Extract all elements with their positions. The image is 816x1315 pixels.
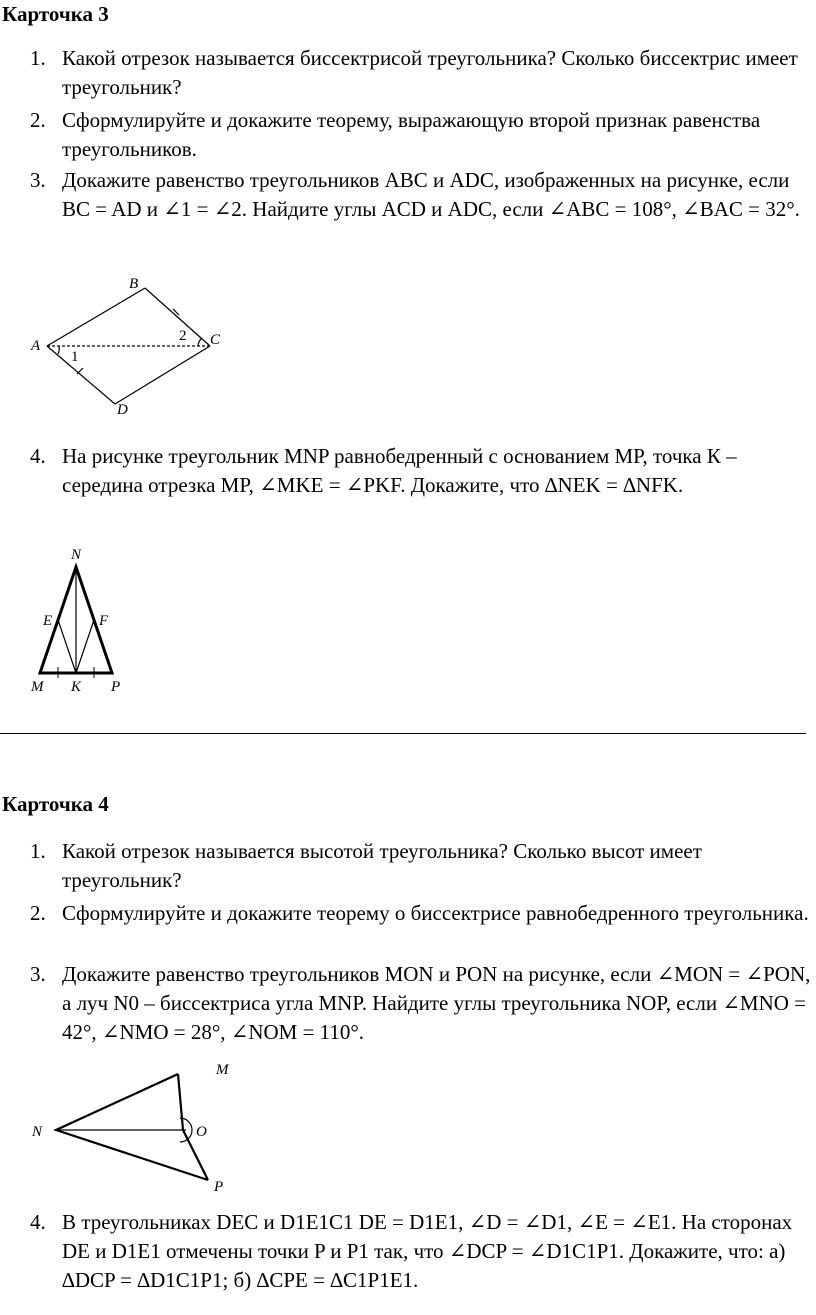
question-text: Докажите равенство треугольников ABC и ADC, изображенных на рисунке, если BC = AD и ∠1 = ∠2. Найдите углы ACD и ADC, если ∠ABC = 108°, ∠BAC = 32°. <box>62 168 800 221</box>
question-number: 4. <box>30 444 46 468</box>
section-divider <box>0 733 806 734</box>
angle-label-2: 2 <box>179 328 187 344</box>
card4-question-2 <box>30 899 816 928</box>
question-number: 1. <box>30 46 46 70</box>
vertex-label-c: C <box>210 332 221 348</box>
point-label-e: E <box>43 613 53 629</box>
vertex-label-p: P <box>111 679 121 695</box>
question-text: Какой отрезок называется высотой треугольника? Сколько высот имеет треугольник? <box>62 839 702 892</box>
question-number: 3. <box>30 962 46 986</box>
question-text: Сформулируйте и докажите теорему о биссектрисе равнобедренного треугольника. <box>62 901 809 925</box>
card4-question-3 <box>30 960 816 1047</box>
point-label-f: F <box>99 613 109 629</box>
question-number: 2. <box>30 901 46 925</box>
vertex-label-b: B <box>129 276 139 292</box>
question-number: 1. <box>30 839 46 863</box>
question-text: Докажите равенство треугольников MON и PON на рисунке, если ∠MON = ∠PON, а луч N0 – биссектриса угла MNP. Найдите углы треугольника NOP, если ∠MNO = 42°, ∠NMO = 28°, ∠NOM = 110°. <box>62 962 811 1044</box>
point-label-k: K <box>71 679 82 695</box>
question-text: На рисунке треугольник MNP равнобедренный с основанием MP, точка К – середина отрезка MP, ∠MKE = ∠PKF. Докажите, что ∆NEK = ∆NFK. <box>62 444 737 497</box>
vertex-label-o: O <box>196 1124 207 1140</box>
vertex-label-n: N <box>71 547 82 563</box>
vertex-label-a: A <box>31 338 41 354</box>
card3-question-2 <box>30 106 816 164</box>
card3-question-3 <box>30 166 816 224</box>
question-text: Сформулируйте и докажите теорему, выражающую второй признак равенства треугольников. <box>62 108 761 161</box>
vertex-label-m: M <box>31 679 44 695</box>
figure-triangles-mon-pon <box>28 1058 248 1198</box>
question-text: Какой отрезок называется биссектрисой треугольника? Сколько биссектрис имеет треугольник? <box>62 46 798 99</box>
question-number: 3. <box>30 168 46 192</box>
card4-question-1 <box>30 837 816 895</box>
card3-question-4 <box>30 442 816 500</box>
question-number: 2. <box>30 108 46 132</box>
card3-title: Карточка 3 <box>2 2 109 26</box>
card4-question-4 <box>30 1208 816 1295</box>
vertex-label-d: D <box>117 402 128 418</box>
card4-title: Карточка 4 <box>2 792 109 816</box>
question-number: 4. <box>30 1210 46 1234</box>
question-text: В треугольниках DEC и D1E1C1 DE = D1E1, ∠D = ∠D1, ∠E = ∠E1. На сторонах DE и D1E1 отмечены точки P и P1 так, что ∠DCP = ∠D1C1P1. Докажите, что: а) ∆DCP = ∆D1C1P1; б) ∆CPE = ∆C1P1E1. <box>62 1210 793 1292</box>
figure-quadrilateral-abcd <box>25 268 235 418</box>
angle-label-1: 1 <box>71 349 79 365</box>
vertex-label-m: M <box>216 1062 229 1078</box>
vertex-label-p: P <box>214 1179 224 1195</box>
figure-triangle-mnp <box>25 545 135 695</box>
vertex-label-n: N <box>32 1124 43 1140</box>
card3-question-1 <box>30 44 816 102</box>
